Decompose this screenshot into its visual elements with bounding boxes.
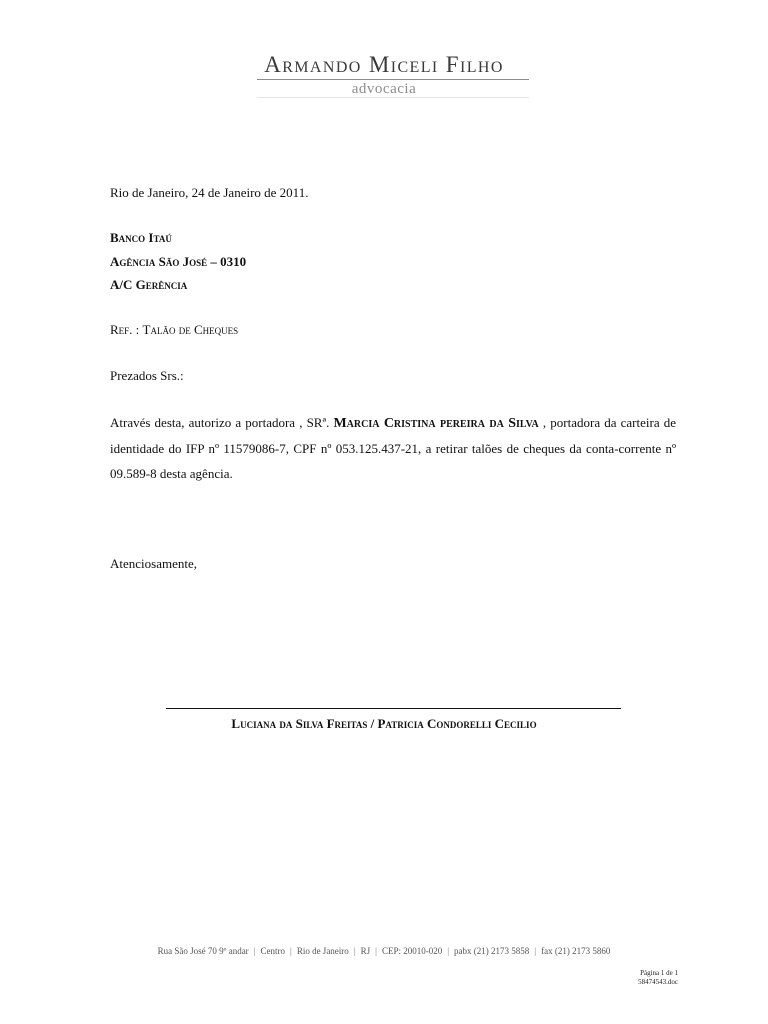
footer-separator: | [447,946,450,956]
footer-address [0,946,768,956]
footer-separator: | [253,946,256,956]
reference-subject: Talão de Cheques [142,322,239,337]
footer-separator: | [290,946,292,956]
letterhead-name: Armando Miceli Filho [264,52,504,77]
date-line: Rio de Janeiro, 24 de Janeiro de 2011. [110,185,309,200]
letterhead-divider [257,79,529,80]
footer-address-part: RJ [360,946,371,956]
body-paragraph [110,410,676,486]
signature-line [166,708,621,709]
signatory-names: Luciana da Silva Freitas / Patricia Condorelli Cecilio [231,716,537,731]
recipient-attention: A/C Gerência [110,277,188,292]
body-text-part1: Através desta, autorizo a portadora , SRª. [110,415,334,430]
recipient-branch: Agência São José – 0310 [110,254,247,269]
footer-address-part: Rio de Janeiro [296,946,349,956]
greeting: Prezados Srs.: [110,368,184,383]
reference-line [110,322,238,338]
bearer-name: Marcia Cristina pereira da Silva [333,416,539,431]
footer-address-part: CEP: 20010-020 [381,946,443,956]
body-text-part2: , portadora da carteira de identidade do IFP nº 11579086-7, CPF nº 053.125.437-21, a retirar talões de cheques da conta-corrente nº 09.589-8 desta agência. [110,415,676,481]
document-code: 58474543.doc [638,978,678,986]
footer-address-part: Rua São José 70 9º andar [157,946,249,956]
footer-separator: | [375,946,377,956]
page-number: Página 1 de 1 [640,969,678,977]
closing: Atenciosamente, [110,556,197,571]
footer-separator: | [534,946,537,956]
letterhead-subtitle: advocacia [351,81,417,97]
letterhead-underline [257,97,529,98]
recipient-bank: Banco Itaú [110,230,172,245]
footer-address-part: pabx (21) 2173 5858 [454,946,530,956]
footer-separator: | [353,946,356,956]
footer-address-part: fax (21) 2173 5860 [541,946,611,956]
footer-address-part: Centro [260,946,285,956]
page-info [638,969,678,987]
reference-label: Ref. : [110,322,140,337]
